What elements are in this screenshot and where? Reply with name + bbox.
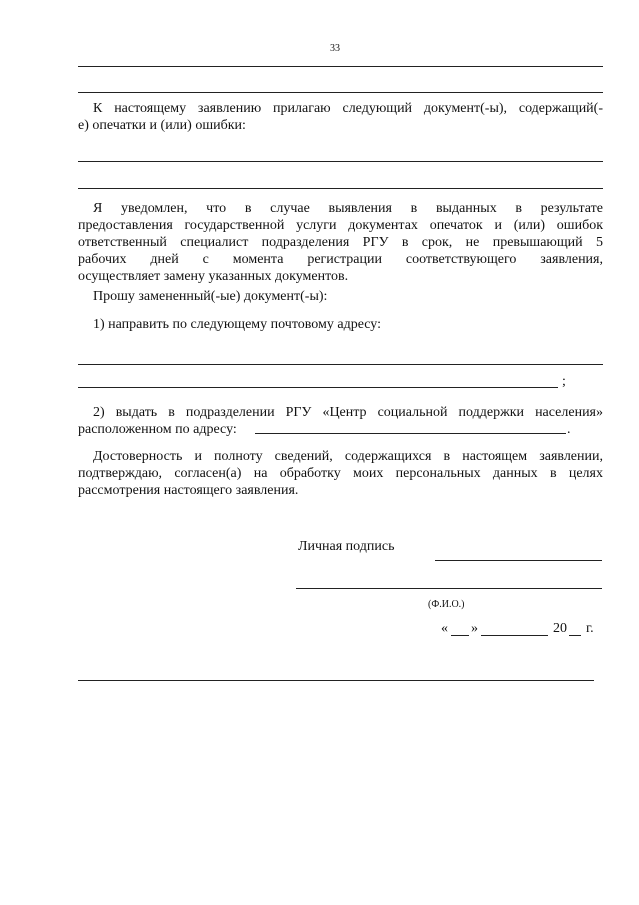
date-open-quote: « — [441, 621, 448, 636]
request-text: Прошу замененный(-ые) документ(-ы): — [93, 289, 328, 304]
date-field — [441, 620, 601, 640]
postal-address-line-1[interactable] — [78, 364, 603, 365]
notice-line-1: Я уведомлен, что в случае выявления в выданных в результате — [93, 201, 603, 216]
office-address-line[interactable] — [255, 433, 566, 434]
option-2-period: . — [567, 422, 571, 437]
consent-line-1: Достоверность и полноту сведений, содержащихся в настоящем заявлении, — [93, 449, 603, 464]
bottom-rule — [78, 680, 594, 681]
postal-address-line-2[interactable] — [78, 387, 558, 388]
option-1-text: 1) направить по следующему почтовому адресу: — [93, 317, 381, 332]
attach-line-1: К настоящему заявлению прилагаю следующий документ(-ы), содержащий(- — [93, 101, 603, 116]
attach-line-2: е) опечатки и (или) ошибки: — [78, 118, 246, 133]
page-number: 33 — [330, 43, 340, 54]
date-year-blank[interactable] — [569, 635, 581, 636]
fio-line[interactable] — [296, 588, 602, 589]
fio-label: (Ф.И.О.) — [428, 599, 465, 610]
notice-line-5: осуществляет замену указанных документов. — [78, 269, 349, 284]
attach-blank-line-1[interactable] — [78, 161, 603, 162]
date-day-blank[interactable] — [451, 635, 469, 636]
consent-line-2: подтверждаю, согласен(а) на обработку моих персональных данных в целях — [78, 466, 603, 481]
notice-line-4: рабочих дней с момента регистрации соответствующего заявления, — [78, 252, 603, 267]
date-month-blank[interactable] — [481, 635, 548, 636]
top-rule-2 — [78, 92, 603, 93]
consent-line-3: рассмотрения настоящего заявления. — [78, 483, 299, 498]
attach-blank-line-2[interactable] — [78, 188, 603, 189]
signature-label: Личная подпись — [298, 539, 395, 554]
option-1-semicolon: ; — [562, 374, 566, 389]
date-year-suffix: г. — [586, 621, 594, 636]
date-close-quote: » — [471, 621, 478, 636]
top-rule-1 — [78, 66, 603, 67]
option-2-line-1: 2) выдать в подразделении РГУ «Центр социальной поддержки населения» — [93, 405, 603, 420]
signature-line[interactable] — [435, 560, 602, 561]
option-2-line-2: расположенном по адресу: — [78, 422, 237, 437]
notice-line-2: предоставления государственной услуги документах опечаток и (или) ошибок — [78, 218, 603, 233]
notice-line-3: ответственный специалист подразделения РГУ в срок, не превышающий 5 — [78, 235, 603, 250]
date-year-prefix: 20 — [553, 621, 567, 636]
